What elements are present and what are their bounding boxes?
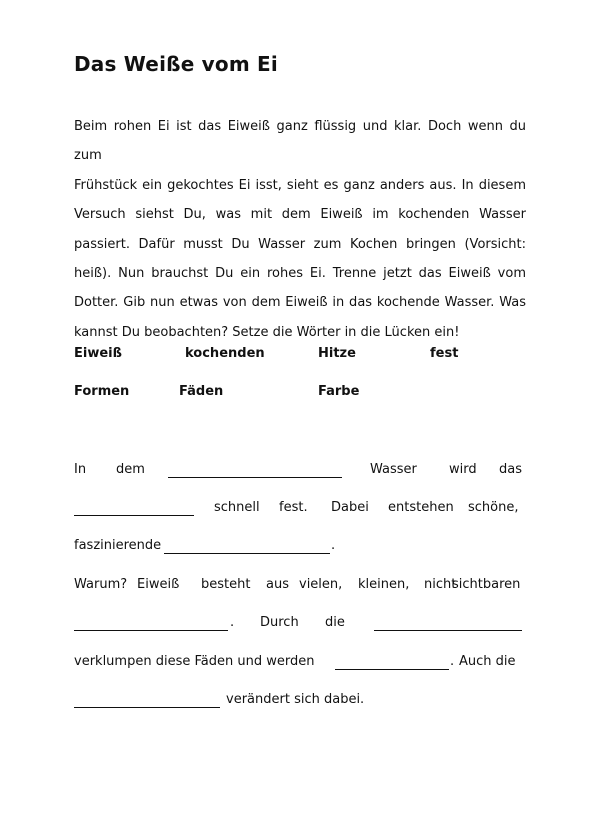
cloze-text: .	[230, 615, 235, 630]
answer-blank[interactable]	[74, 630, 228, 631]
cloze-text: vielen,	[299, 577, 343, 592]
cloze-text: .	[331, 538, 336, 553]
cloze-text: sichtbaren	[452, 577, 521, 592]
intro-line: Dotter. Gib nun etwas von dem Eiweiß in das kochende Wasser. Was	[74, 295, 526, 311]
cloze-text: entstehen	[388, 500, 454, 515]
cloze-text: .	[450, 654, 455, 669]
answer-blank[interactable]	[164, 553, 330, 554]
cloze-text: kleinen,	[358, 577, 410, 592]
cloze-text: Wasser	[370, 462, 417, 477]
cloze-text: die	[325, 615, 345, 630]
cloze-line-4	[74, 577, 524, 597]
cloze-text: aus	[266, 577, 289, 592]
word-bank-item: Fäden	[179, 384, 224, 399]
cloze-text: Durch	[260, 615, 299, 630]
word-bank-item: Eiweiß	[74, 346, 122, 361]
cloze-text: Auch die	[459, 654, 516, 669]
intro-line: heiß). Nun brauchst Du ein rohes Ei. Trenne jetzt das Eiweiß vom	[74, 266, 526, 282]
intro-line: Frühstück ein gekochtes Ei isst, sieht es ganz anders aus. In diesem	[74, 177, 526, 193]
intro-line: Versuch siehst Du, was mit dem Eiweiß im kochenden Wasser	[74, 207, 526, 223]
cloze-line-6	[74, 654, 524, 674]
intro-paragraph	[74, 112, 526, 347]
word-bank-item: kochenden	[185, 346, 265, 361]
intro-line: passiert. Dafür musst Du Wasser zum Kochen bringen (Vorsicht:	[74, 236, 526, 252]
cloze-line-2	[74, 500, 524, 520]
cloze-text: besteht	[201, 577, 251, 592]
intro-line: kannst Du beobachten? Setze die Wörter in die Lücken ein!	[74, 324, 460, 340]
cloze-text: das	[499, 462, 522, 477]
cloze-text: schnell	[214, 500, 260, 515]
answer-blank[interactable]	[168, 477, 342, 478]
cloze-text: Dabei	[331, 500, 369, 515]
cloze-text: dem	[116, 462, 145, 477]
cloze-text: fest.	[279, 500, 308, 515]
cloze-text: schöne,	[468, 500, 519, 515]
cloze-line-1	[74, 462, 524, 482]
cloze-text: Eiweiß	[137, 577, 180, 592]
cloze-text: Warum?	[74, 577, 128, 592]
worksheet-title: Das Weiße vom Ei	[74, 52, 278, 76]
cloze-line-3	[74, 538, 524, 558]
cloze-text: nicht	[424, 577, 457, 592]
cloze-line-7	[74, 692, 524, 712]
word-bank-item: fest	[430, 346, 459, 361]
cloze-text: verändert sich dabei.	[226, 692, 365, 707]
answer-blank[interactable]	[74, 515, 194, 516]
cloze-line-5	[74, 615, 524, 635]
cloze-text: In	[74, 462, 87, 477]
answer-blank[interactable]	[335, 669, 449, 670]
cloze-text: faszinierende	[74, 538, 162, 553]
word-bank-item: Formen	[74, 384, 130, 399]
answer-blank[interactable]	[74, 707, 220, 708]
answer-blank[interactable]	[374, 630, 522, 631]
cloze-text: wird	[449, 462, 477, 477]
word-bank-item: Farbe	[318, 384, 360, 399]
cloze-text: verklumpen diese Fäden und werden	[74, 654, 315, 669]
intro-line: Beim rohen Ei ist das Eiweiß ganz flüssig und klar. Doch wenn du zum	[74, 119, 526, 164]
word-bank-item: Hitze	[318, 346, 356, 361]
